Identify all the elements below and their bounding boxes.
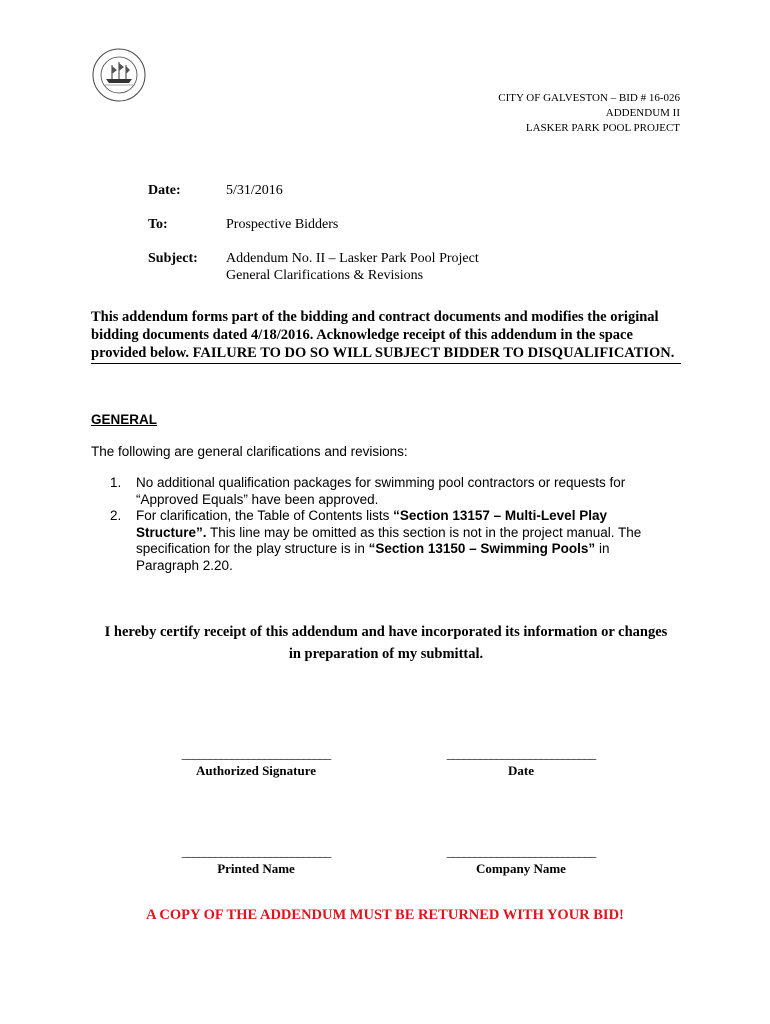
company-name-label: Company Name (476, 861, 566, 876)
list-item (110, 508, 670, 574)
signature-line: ___________________________ (446, 844, 596, 859)
addendum-notice: This addendum forms part of the bidding and contract documents and modifies the original bidding documents dated 4/18/2016. Acknowledge receipt of this addendum in the space provided below. FAILURE TO DO SO WILL SUBJECT BIDDER TO DISQUALIFICATION. (91, 308, 681, 364)
to-label: To: (148, 217, 168, 232)
section-13157-reference: “Section 13157 – Multi-Level Play Structure”. (136, 508, 607, 540)
subject-value (226, 250, 479, 284)
list-item-number: 2. (110, 508, 122, 523)
authorized-signature-label: Authorized Signature (195, 763, 316, 778)
signature-line: ___________________________ (181, 844, 331, 859)
to-row (148, 216, 479, 233)
date-label: Date: (148, 183, 181, 198)
certification-statement (91, 621, 681, 665)
memo-meta (148, 182, 479, 301)
certification-line-2: in preparation of my submittal. (288, 646, 484, 662)
list-item-number: 1. (110, 475, 122, 490)
subject-line-1: Addendum No. II – Lasker Park Pool Project (226, 251, 479, 266)
date-field-label: Date (508, 763, 534, 778)
header-addendum: ADDENDUM II (605, 107, 680, 119)
document-header (498, 91, 680, 136)
header-project: LASKER PARK POOL PROJECT (525, 122, 680, 134)
list-item-text: No additional qualification packages for swimming pool contractors or requests for “Approved Equals” have been approved. (136, 475, 626, 507)
general-intro: The following are general clarifications and revisions: (91, 444, 408, 459)
header-bid-number: CITY OF GALVESTON – BID # 16-026 (498, 92, 680, 104)
printed-name-label: Printed Name (217, 861, 295, 876)
list-item-text (136, 508, 670, 574)
return-warning: A COPY OF THE ADDENDUM MUST BE RETURNED WITH YOUR BID! (146, 907, 624, 923)
authorized-signature-field[interactable] (148, 748, 364, 779)
subject-label: Subject: (148, 251, 198, 266)
date-field[interactable] (420, 748, 622, 779)
printed-name-field[interactable] (148, 846, 364, 877)
date-row (148, 182, 479, 199)
list-item-text-mid: This line may be omitted as this section is not in the project manual. The specification for the play structure is in (136, 524, 642, 556)
subject-line-2: General Clarifications & Revisions (226, 268, 424, 283)
list-item-text-post: in Paragraph 2.20. (136, 541, 610, 573)
certification-line-1: I hereby certify receipt of this addendum and have incorporated its information or changes (104, 624, 668, 640)
general-heading: GENERAL (91, 412, 158, 427)
subject-row (148, 250, 479, 284)
signature-line: ___________________________ (181, 746, 331, 761)
clarifications-list (110, 475, 670, 574)
list-item (110, 475, 670, 508)
city-seal-icon (92, 48, 146, 102)
company-name-field[interactable] (420, 846, 622, 877)
signature-line: ___________________________ (446, 746, 596, 761)
date-value: 5/31/2016 (226, 183, 283, 198)
list-item-text-pre: For clarification, the Table of Contents lists (136, 508, 394, 523)
to-value: Prospective Bidders (226, 217, 339, 232)
section-13150-reference: “Section 13150 – Swimming Pools” (368, 541, 596, 556)
